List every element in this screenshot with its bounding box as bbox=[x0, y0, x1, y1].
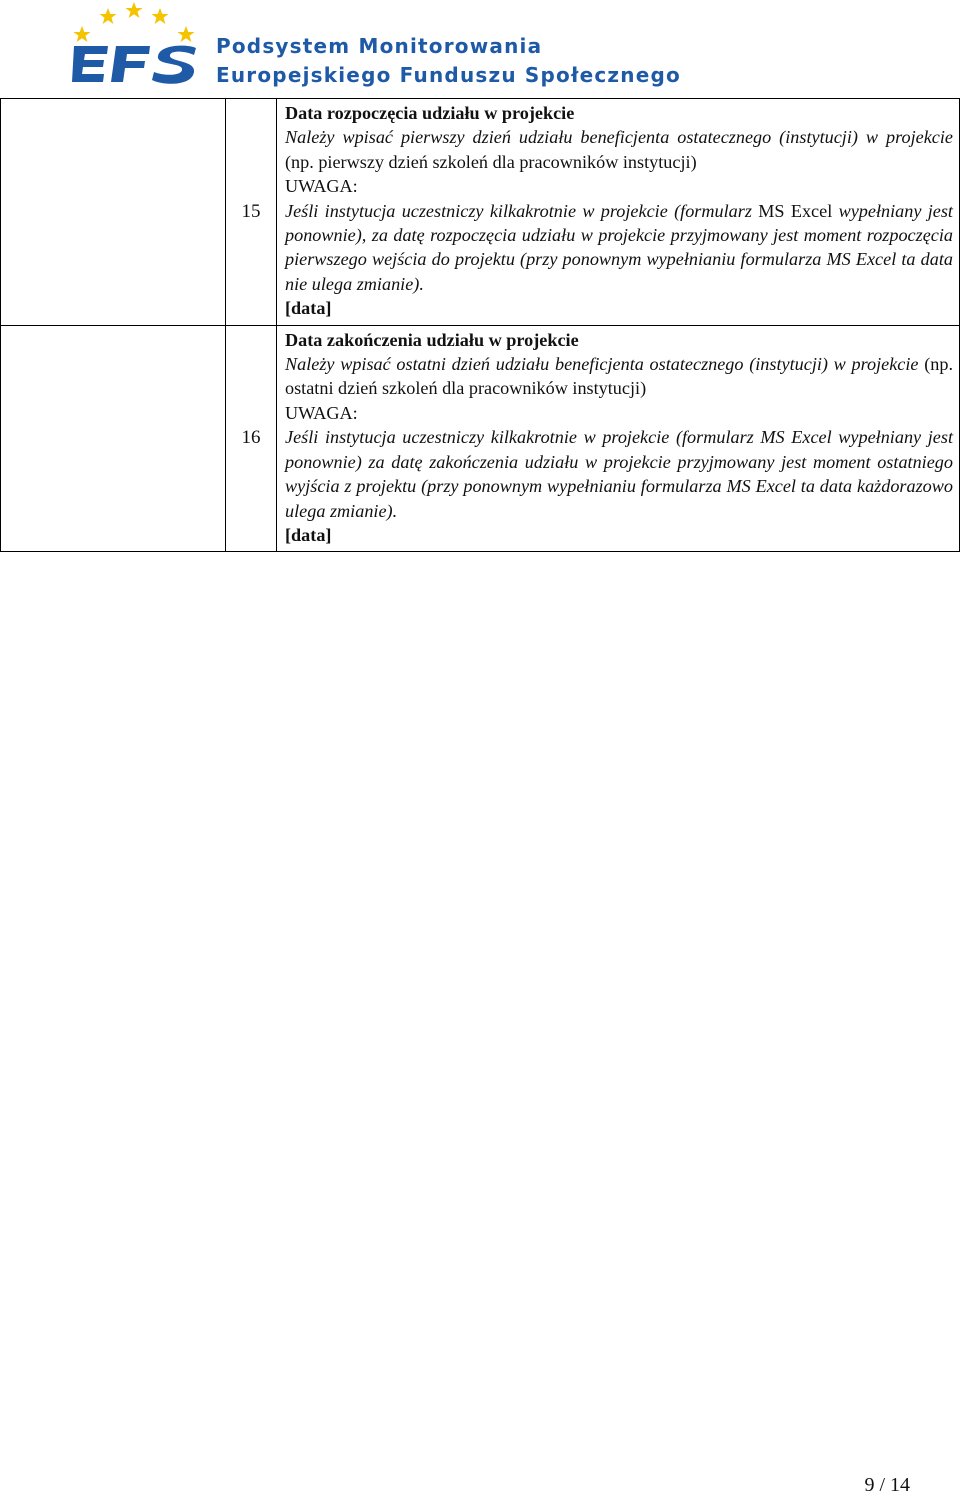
field-description bbox=[277, 325, 960, 552]
table-row bbox=[1, 99, 960, 326]
fields-table bbox=[0, 98, 960, 552]
header-title-line1: Podsystem Monitorowania bbox=[216, 34, 543, 58]
field-title: Data zakończenia udziału w projekcie bbox=[285, 329, 579, 350]
note-text bbox=[285, 425, 953, 523]
field-instruction bbox=[285, 352, 953, 401]
instruction-italic: Należy wpisać pierwszy dzień udziału beneficjenta ostatecznego (instytucji) w projekcie bbox=[285, 127, 953, 148]
field-title: Data rozpoczęcia udziału w projekcie bbox=[285, 103, 575, 123]
note-label: UWAGA: bbox=[285, 402, 358, 423]
note-text bbox=[285, 199, 953, 297]
note-italic: Jeśli instytucja uczestniczy kilkakrotnie w projekcie (formularz MS Excel wypełniany jest ponownie) za datę zakończenia udziału w projekcie przyjmowany jest moment ostatniego wyjścia z projektu (przy ponownym wypełnianiu formularza MS Excel ta data każdorazowo ulega zmianie). bbox=[285, 427, 953, 521]
instruction-plain: (np. pierwszy dzień szkoleń dla pracowników instytucji) bbox=[285, 151, 697, 172]
field-description bbox=[277, 99, 960, 326]
empty-cell bbox=[1, 325, 226, 552]
note-label: UWAGA: bbox=[285, 176, 358, 197]
efs-logo-icon bbox=[68, 2, 202, 90]
row-number: 15 bbox=[226, 99, 277, 326]
page-number: 9 / 14 bbox=[864, 1474, 910, 1496]
table-row bbox=[1, 325, 960, 552]
page-header bbox=[0, 0, 960, 96]
note-italic: Jeśli instytucja uczestniczy kilkakrotnie w projekcie (formularz bbox=[285, 200, 759, 221]
instruction-plain: (np. ostatni dzień szkoleń dla pracowników instytucji) bbox=[285, 354, 953, 399]
field-type-tag: [data] bbox=[285, 524, 332, 545]
field-type-tag: [data] bbox=[285, 298, 332, 319]
header-title-line2: Europejskiego Funduszu Społecznego bbox=[216, 63, 681, 87]
field-instruction bbox=[285, 125, 953, 174]
row-number: 16 bbox=[226, 325, 277, 552]
note-italic-2: wypełniany jest ponownie), za datę rozpoczęcia udziału w projekcie przyjmowany jest moment rozpoczęcia pierwszego wejścia do projektu (przy ponownym wypełnianiu formularza MS Excel ta data nie ulega zmianie). bbox=[285, 200, 953, 294]
instruction-italic: Należy wpisać ostatni dzień udziału beneficjenta ostatecznego (instytucji) w projekcie bbox=[285, 354, 919, 375]
empty-cell bbox=[1, 99, 226, 326]
note-plain: MS Excel bbox=[758, 200, 833, 221]
